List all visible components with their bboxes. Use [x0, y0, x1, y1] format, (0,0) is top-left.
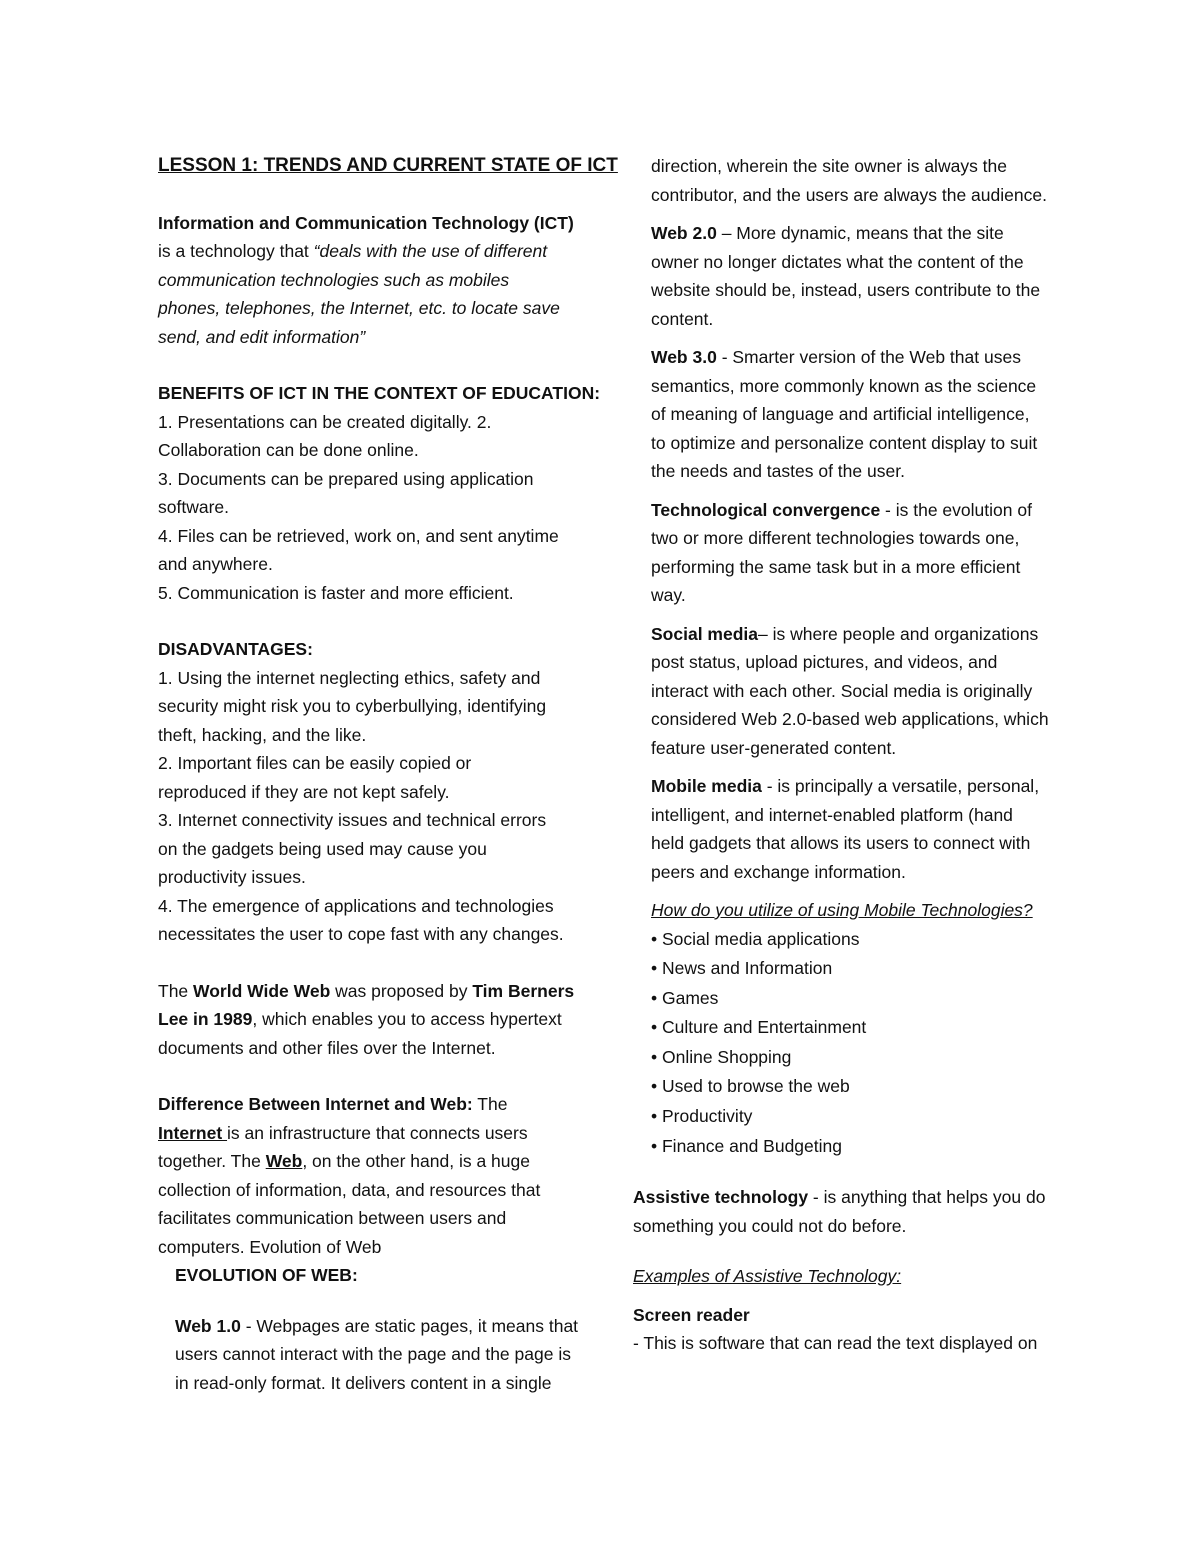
- difference-line: computers. Evolution of Web: [158, 1236, 382, 1257]
- ict-definition-line: send, and edit information”: [158, 326, 366, 347]
- mobile-media-line: held gadgets that allows its users to connect with: [651, 833, 1031, 853]
- web3-line: semantics, more commonly known as the science: [651, 375, 1037, 396]
- www-paragraph-line: documents and other files over the Internet.: [158, 1037, 496, 1058]
- benefit-line: and anywhere.: [158, 554, 273, 574]
- difference-line: collection of information, data, and resources that: [158, 1179, 541, 1200]
- mobile-use-item: • Finance and Budgeting: [651, 1135, 842, 1156]
- web3-line: Web 3.0 - Smarter version of the Web that uses: [651, 347, 1021, 367]
- assistive-line: Assistive technology - is anything that helps you do: [633, 1187, 1046, 1208]
- mobile-use-item: • News and Information: [651, 958, 833, 979]
- ict-heading: Information and Communication Technology (ICT): [158, 212, 574, 233]
- web2-line: website should be, instead, users contribute to the: [651, 280, 1041, 300]
- right-column: [633, 152, 1121, 1358]
- web1-line: Web 1.0 - Webpages are static pages, it means that: [175, 1315, 579, 1336]
- difference-heading-line: Difference Between Internet and Web: The: [158, 1094, 508, 1114]
- ict-definition-line: is a technology that “deals with the use of different: [158, 241, 548, 261]
- benefit-line: 1. Presentations can be created digitally. 2.: [158, 411, 492, 432]
- difference-line: together. The Web, on the other hand, is a huge: [158, 1151, 530, 1171]
- convergence-line: performing the same task but in a more efficient: [651, 556, 1021, 577]
- assistive-line: something you could not do before.: [633, 1215, 907, 1236]
- social-media-line: interact with each other. Social media is originally: [651, 680, 1033, 701]
- mobile-media-line: peers and exchange information.: [651, 861, 906, 882]
- benefit-line: 3. Documents can be prepared using application: [158, 468, 534, 489]
- web1-continuation-line: direction, wherein the site owner is always the: [651, 156, 1008, 176]
- benefit-line: 5. Communication is faster and more efficient.: [158, 582, 514, 603]
- social-media-line: considered Web 2.0-based web applications, which: [651, 709, 1049, 729]
- web3-line: to optimize and personalize content display to suit: [651, 432, 1038, 453]
- web2-line: Web 2.0 – More dynamic, means that the site: [651, 223, 1004, 243]
- disadvantage-line: productivity issues.: [158, 867, 306, 887]
- web2-line: owner no longer dictates what the content of the: [651, 251, 1024, 272]
- social-media-line: post status, upload pictures, and videos, and: [651, 652, 998, 672]
- ict-definition-line: phones, telephones, the Internet, etc. to locate save: [158, 298, 560, 318]
- convergence-line: two or more different technologies towards one,: [651, 528, 1020, 548]
- convergence-line: Technological convergence - is the evolution of: [651, 499, 1032, 520]
- disadvantage-line: reproduced if they are not kept safely.: [158, 781, 450, 802]
- web1-line: users cannot interact with the page and the page is: [175, 1344, 571, 1364]
- ict-definition-line: communication technologies such as mobiles: [158, 269, 510, 290]
- benefit-line: 4. Files can be retrieved, work on, and sent anytime: [158, 525, 559, 546]
- difference-line: Internet is an infrastructure that connects users: [158, 1122, 528, 1143]
- mobile-media-line: intelligent, and internet-enabled platform (hand: [651, 804, 1013, 825]
- mobile-media-line: Mobile media - is principally a versatile, personal,: [651, 776, 1040, 796]
- mobile-use-item: • Online Shopping: [651, 1046, 792, 1067]
- mobile-use-item: • Social media applications: [651, 928, 860, 949]
- examples-heading: Examples of Assistive Technology:: [633, 1266, 902, 1287]
- www-paragraph-line: Lee in 1989, which enables you to access hypertext: [158, 1009, 562, 1029]
- www-paragraph-line: The World Wide Web was proposed by Tim Berners: [158, 980, 575, 1001]
- disadvantage-line: necessitates the user to cope fast with any changes.: [158, 924, 564, 944]
- benefit-line: Collaboration can be done online.: [158, 440, 419, 460]
- left-column: [158, 152, 628, 1397]
- web1-continuation-line: contributor, and the users are always the audience.: [651, 184, 1047, 205]
- disadvantage-line: 2. Important files can be easily copied or: [158, 753, 472, 773]
- benefits-heading: BENEFITS OF ICT IN THE CONTEXT OF EDUCATION:: [158, 383, 601, 403]
- disadvantage-line: 4. The emergence of applications and technologies: [158, 895, 554, 916]
- convergence-line: way.: [651, 585, 686, 605]
- mobile-use-item: • Games: [651, 987, 719, 1008]
- lesson-title: LESSON 1: TRENDS AND CURRENT STATE OF ICT: [158, 155, 618, 176]
- web3-line: the needs and tastes of the user.: [651, 461, 905, 481]
- evolution-heading: EVOLUTION OF WEB:: [175, 1265, 358, 1285]
- mobile-use-item: • Culture and Entertainment: [651, 1017, 867, 1038]
- mobile-question: How do you utilize of using Mobile Technologies?: [651, 900, 1033, 920]
- disadvantage-line: on the gadgets being used may cause you: [158, 838, 487, 859]
- web3-line: of meaning of language and artificial intelligence,: [651, 404, 1030, 424]
- screen-reader-heading: Screen reader: [633, 1304, 750, 1325]
- disadvantages-heading: DISADVANTAGES:: [158, 639, 313, 659]
- web2-line: content.: [651, 308, 714, 329]
- social-media-line: Social media– is where people and organizations: [651, 623, 1039, 644]
- benefit-line: software.: [158, 497, 229, 517]
- social-media-line: feature user-generated content.: [651, 737, 897, 758]
- disadvantage-line: theft, hacking, and the like.: [158, 724, 367, 745]
- disadvantage-line: security might risk you to cyberbullying, identifying: [158, 696, 547, 716]
- disadvantage-line: 3. Internet connectivity issues and technical errors: [158, 810, 547, 830]
- mobile-use-item: • Used to browse the web: [651, 1076, 850, 1097]
- mobile-use-item: • Productivity: [651, 1106, 753, 1127]
- screen-reader-line: - This is software that can read the text displayed on: [633, 1333, 1038, 1354]
- web1-line: in read-only format. It delivers content in a single: [175, 1372, 552, 1393]
- difference-line: facilitates communication between users and: [158, 1208, 507, 1228]
- disadvantage-line: 1. Using the internet neglecting ethics, safety and: [158, 667, 541, 688]
